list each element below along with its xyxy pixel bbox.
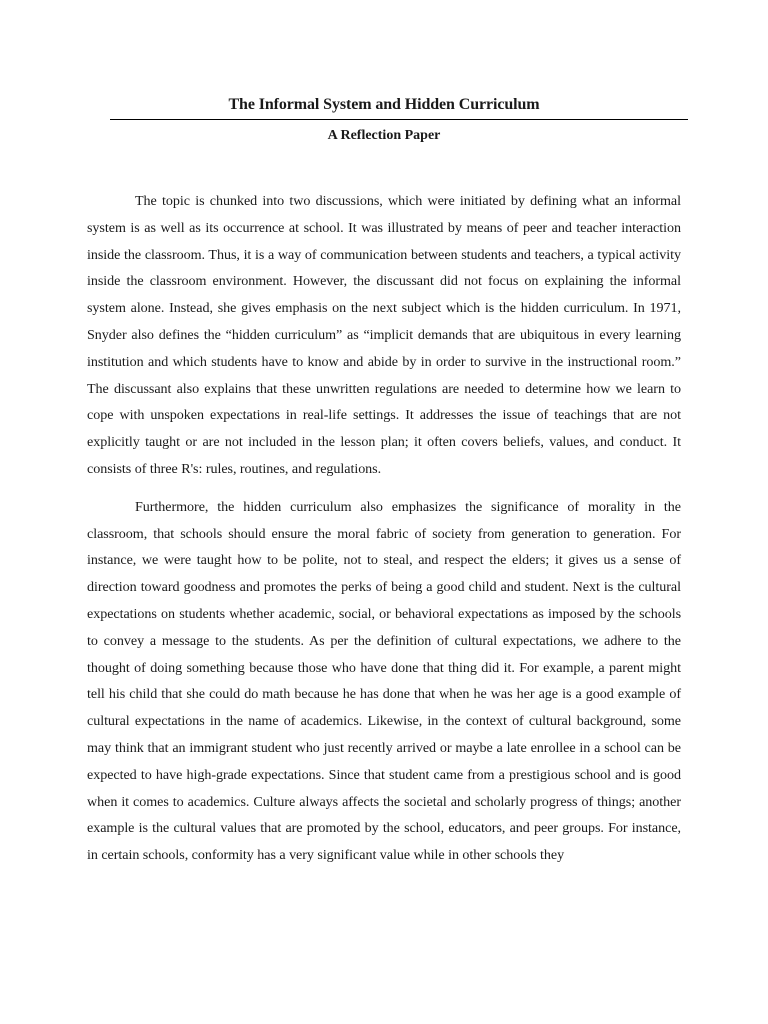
document-body	[87, 188, 681, 869]
paragraph-2: Furthermore, the hidden curriculum also emphasizes the significance of morality in the classroom, that schools should ensure the moral fabric of society from generation to generation. For instance, we were taught how to be polite, not to steal, and respect the elders; it gives us a sense of direction toward goodness and promotes the perks of being a good child and student. Next is the cultural expectations on students whether academic, social, or behavioral expectations as imposed by the schools to convey a message to the students. As per the definition of cultural expectations, we adhere to the thought of doing something because those who have done that thing did it. For example, a parent might tell his child that she could do math because he has done that when he was her age is a good example of cultural expectations in the name of academics. Likewise, in the context of cultural background, some may think that an immigrant student who just recently arrived or maybe a late enrollee in a school can be expected to have high-grade expectations. Since that student came from a prestigious school and is good when it comes to academics. Culture always affects the societal and scholarly progress of things; another example is the cultural values that are promoted by the school, educators, and peer groups. For instance, in certain schools, conformity has a very significant value while in other schools they	[87, 498, 681, 864]
document-title: The Informal System and Hidden Curriculum	[228, 96, 540, 113]
document-subtitle: A Reflection Paper	[327, 128, 441, 143]
paragraph-1: The topic is chunked into two discussions, which were initiated by defining what an informal system is as well as its occurrence at school. It was illustrated by means of peer and teacher interaction inside the classroom. Thus, it is a way of communication between students and teachers, a typical activity inside the classroom environment. However, the discussant did not focus on explaining the informal system alone. Instead, she gives emphasis on the next subject which is the hidden curriculum. In 1971, Snyder also defines the “hidden curriculum” as “implicit demands that are ubiquitous in every learning institution and which students have to know and abide by in order to survive in the instructional room.” The discussant also explains that these unwritten regulations are needed to determine how we learn to cope with unspoken expectations in real-life settings. It addresses the issue of teachings that are not explicitly taught or are not included in the lesson plan; it often covers beliefs, values, and conduct. It consists of three R's: rules, routines, and regulations.	[87, 193, 681, 477]
title-divider	[110, 119, 688, 120]
